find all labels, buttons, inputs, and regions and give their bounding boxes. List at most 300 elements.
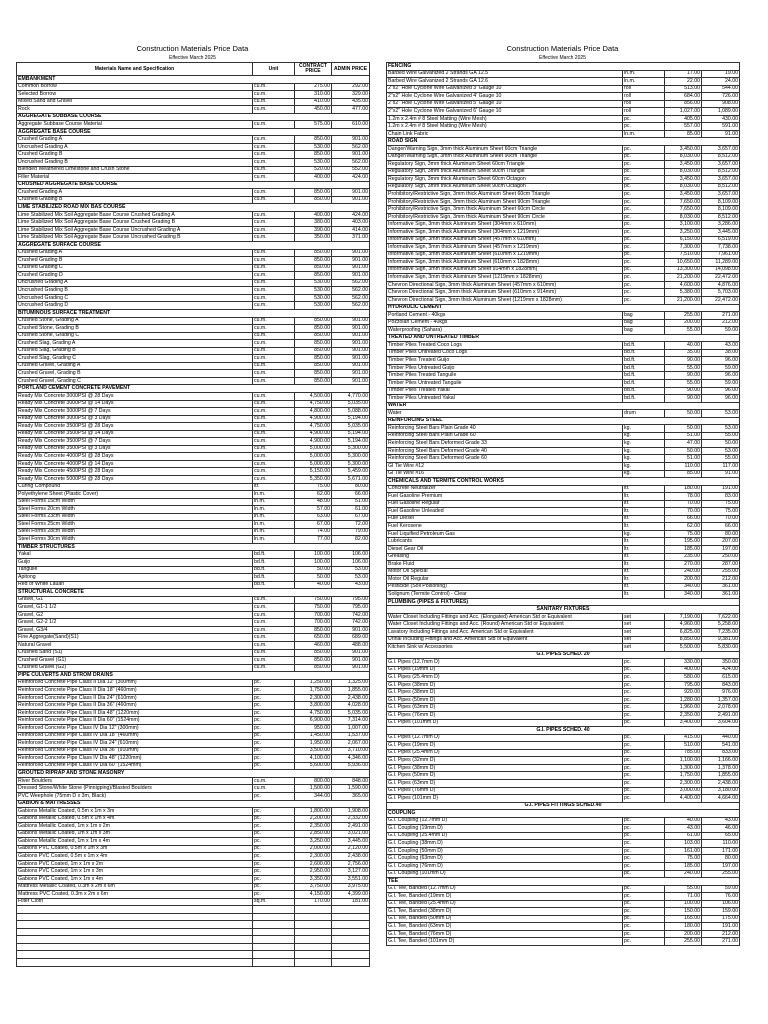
material-name: Crushed Grading B (17, 151, 253, 159)
table-row (387, 583, 740, 591)
unit-cell: pc. (623, 847, 665, 855)
material-name: Crushed Slag, Grading A (17, 340, 253, 348)
contract-price-cell: 8,850.00 (665, 636, 702, 644)
unit-cell: cu.m. (253, 355, 295, 363)
table-row (387, 704, 740, 712)
contract-price-cell: 66.00 (665, 515, 702, 523)
table-row (17, 370, 370, 378)
material-name: 2"x2" Hole Cyclone Wire Galvanized 6' Gauge 10 (387, 108, 623, 116)
material-name: G.I. Pipes (12.7mm D) (387, 734, 623, 742)
contract-price-cell: 4,800.00 (295, 408, 332, 416)
unit-cell: pc. (253, 792, 295, 800)
unit-cell: bag (623, 319, 665, 327)
material-name: Apitong (17, 574, 253, 582)
admin-price-cell: 207.00 (702, 538, 740, 546)
unit-cell: bd.ft. (623, 342, 665, 350)
right-title: Construction Materials Price Data (506, 44, 619, 53)
unit-cell: pc. (623, 191, 665, 199)
empty-row (17, 943, 370, 951)
contract-price-cell: 513.00 (665, 85, 702, 93)
empty-cell (253, 936, 295, 944)
material-name: Fine Aggregate(Sand)(S1) (17, 634, 253, 642)
contract-price-cell: 1,960.00 (665, 704, 702, 712)
unit-cell: roll (623, 100, 665, 108)
unit-cell: cu.m. (253, 302, 295, 310)
left-table-wrap (16, 62, 369, 967)
material-name: G.I. Coupling (12.7mm D) (387, 817, 623, 825)
table-row (387, 825, 740, 833)
contract-price-cell: 100.00 (295, 559, 332, 567)
empty-cell (253, 951, 295, 959)
contract-price-cell: 4,500.00 (295, 392, 332, 400)
table-row (17, 159, 370, 167)
contract-price-cell: 57.00 (295, 506, 332, 514)
admin-price-cell: 552.00 (332, 166, 370, 174)
section-title: ROAD SIGN (387, 138, 740, 146)
contract-price-cell: 50.00 (665, 410, 702, 418)
material-name: G.I. Pipes (25.4mm D) (387, 749, 623, 757)
contract-price-cell: 5,380.00 (665, 289, 702, 297)
contract-price-cell: 71.00 (665, 893, 702, 901)
table-row (17, 506, 370, 514)
unit-cell: cu.m. (253, 408, 295, 416)
unit-cell: bd.ft. (623, 387, 665, 395)
unit-cell: bd.ft. (253, 581, 295, 589)
material-name: Crushed Gravel (G2) (17, 664, 253, 672)
material-name: G.I. Tee, Banded (25.4mm D) (387, 900, 623, 908)
contract-price-cell: 185.00 (665, 546, 702, 554)
unit-cell: pc. (623, 930, 665, 938)
contract-price-cell: 5,500.00 (665, 644, 702, 652)
unit-cell: set (623, 621, 665, 629)
unit-cell: pc. (623, 915, 665, 923)
admin-price-cell: 591.00 (702, 123, 740, 131)
admin-price-cell: 197.00 (702, 862, 740, 870)
unit-cell: ltr. (623, 561, 665, 569)
table-row (17, 415, 370, 423)
material-name: G.I. Coupling (63mm D) (387, 855, 623, 863)
table-row (17, 219, 370, 227)
table-row (17, 279, 370, 287)
table-row (387, 372, 740, 380)
table-row (17, 264, 370, 272)
admin-price-cell: 562.00 (332, 279, 370, 287)
unit-cell: pc. (623, 221, 665, 229)
unit-cell: ltr. (623, 523, 665, 531)
admin-price-cell: 53.00 (702, 410, 740, 418)
table-row (387, 613, 740, 621)
table-row (17, 121, 370, 129)
table-row (17, 815, 370, 823)
material-name: Ready Mix Concrete 3000PSI @ 7 Days (17, 408, 253, 416)
empty-cell (295, 906, 332, 914)
contract-price-cell: 5,600.00 (295, 762, 332, 770)
table-row (387, 251, 740, 259)
material-name: Guijo (17, 559, 253, 567)
empty-cell (253, 958, 295, 966)
material-name: Crushed Gravel, Grading A (17, 362, 253, 370)
contract-price-cell: 43.00 (665, 825, 702, 833)
unit-cell: pc. (253, 702, 295, 710)
unit-cell: cu.m. (253, 143, 295, 151)
material-name: Steel Forms 15cm Width (17, 498, 253, 506)
admin-price-cell: 80.00 (702, 530, 740, 538)
admin-price-cell: 96.00 (702, 387, 740, 395)
empty-cell (295, 951, 332, 959)
material-name: Regulatory Sign, 3mm thick Aluminum Sheet 90cm Octagon (387, 183, 623, 191)
contract-price-cell: 7,510.00 (665, 251, 702, 259)
unit-cell: cu.m. (253, 785, 295, 793)
material-name: Fuel Gasoline Regular (387, 500, 623, 508)
material-name: Gabions Metallic Coated, 1m x 1m x 3m (17, 830, 253, 838)
table-row (17, 551, 370, 559)
unit-cell: pc. (623, 696, 665, 704)
section-header-row (17, 181, 370, 189)
unit-cell: pc. (623, 757, 665, 765)
contract-price-cell: 850.00 (295, 325, 332, 333)
table-row (17, 687, 370, 695)
table-row (17, 747, 370, 755)
table-row (17, 566, 370, 574)
table-row (17, 362, 370, 370)
table-row (17, 287, 370, 295)
contract-price-cell: 4,750.00 (295, 423, 332, 431)
unit-cell: cu.m. (253, 377, 295, 385)
admin-price-cell: 75.00 (702, 508, 740, 516)
table-row (17, 649, 370, 657)
table-row (387, 108, 740, 116)
admin-price-cell: 8,109.00 (702, 198, 740, 206)
table-row (387, 229, 740, 237)
admin-price-cell: 96.00 (702, 395, 740, 403)
contract-price-cell: 255.00 (665, 938, 702, 946)
contract-price-cell: 3,450.00 (665, 161, 702, 169)
contract-price-cell: 850.00 (295, 355, 332, 363)
unit-cell: cu.m. (253, 619, 295, 627)
contract-price-cell: 2,300.00 (295, 853, 332, 861)
material-name: Crushed Grading A (17, 136, 253, 144)
empty-cell (332, 906, 370, 914)
unit-cell: ln.m. (253, 536, 295, 544)
table-row (17, 528, 370, 536)
material-name: Gabions PVC Coated, 1m x 1m x 3m (17, 868, 253, 876)
admin-price-cell: 5,258.00 (702, 621, 740, 629)
section-title: COUPLING (387, 810, 740, 818)
unit-cell: pc. (623, 659, 665, 667)
contract-price-cell: 50.00 (295, 566, 332, 574)
admin-price-cell: 175.00 (702, 915, 740, 923)
contract-price-cell: 75.00 (295, 483, 332, 491)
unit-cell: cu.m. (253, 347, 295, 355)
material-name: G.I. Pipes (63mm D) (387, 704, 623, 712)
contract-price-cell: 684.00 (665, 93, 702, 101)
contract-price-cell: 200.00 (665, 930, 702, 938)
left-table-body (17, 76, 370, 967)
material-name: G.I. Pipes (38mm D) (387, 681, 623, 689)
contract-price-cell: 8,030.00 (665, 153, 702, 161)
empty-row (17, 921, 370, 929)
contract-price-cell: 150.00 (665, 908, 702, 916)
unit-cell: cu.m. (253, 106, 295, 114)
contract-price-cell: 90.00 (665, 395, 702, 403)
unit-cell: cu.m. (253, 317, 295, 325)
material-name: Blended Weathered Limestone and Crush Stone (17, 166, 253, 174)
unit-cell: cu.m. (253, 219, 295, 227)
contract-price-cell: 235.00 (665, 553, 702, 561)
material-name: 2"x2" Hole Cyclone Wire Galvanized 5' Gauge 10 (387, 100, 623, 108)
contract-price-cell: 48.00 (295, 498, 332, 506)
admin-price-cell: 5,300.00 (332, 460, 370, 468)
material-name: G.I. Tee, Banded (12.7mm D) (387, 885, 623, 893)
contract-price-cell: 255.00 (665, 312, 702, 320)
material-name: Crushed Grading B (17, 257, 253, 265)
contract-price-cell: 2,000.00 (295, 845, 332, 853)
material-name: Gabions Metallic Coated, 0.5m x 1m x 3m (17, 808, 253, 816)
contract-price-cell: 21,200.00 (665, 274, 702, 282)
admin-price-cell: 7,314.00 (332, 717, 370, 725)
contract-price-cell: 750.00 (295, 596, 332, 604)
contract-price-cell: 70.00 (665, 508, 702, 516)
admin-price-cell: 901.00 (332, 649, 370, 657)
table-row (17, 491, 370, 499)
admin-price-cell: 7,961.00 (702, 251, 740, 259)
admin-price-cell: 7,738.00 (702, 244, 740, 252)
table-row (387, 312, 740, 320)
contract-price-cell: 3,450.00 (665, 191, 702, 199)
section-title: TREATED AND UNTREATED TIMBER (387, 334, 740, 342)
unit-cell: cu.m. (253, 453, 295, 461)
material-name: Steel Forms 25cm Width (17, 521, 253, 529)
material-name: Crushed Slag, Grading B (17, 347, 253, 355)
material-name: 2"x2" Hole Cyclone Wire Galvanized 4' Gauge 10 (387, 93, 623, 101)
material-name: GI Tie Wire #16 (387, 470, 623, 478)
admin-price-cell: 59.00 (702, 379, 740, 387)
admin-price-cell: 3,657.00 (702, 191, 740, 199)
admin-price-cell: 5,936.00 (332, 762, 370, 770)
empty-cell (17, 913, 253, 921)
admin-price-cell: 83.00 (702, 493, 740, 501)
material-name: Greasing (387, 553, 623, 561)
table-row (387, 349, 740, 357)
material-name: G.I. Tee, Banded (63mm D) (387, 923, 623, 931)
unit-cell: kg. (623, 530, 665, 538)
admin-price-cell: 488.00 (332, 642, 370, 650)
admin-price-cell: 3,286.00 (702, 221, 740, 229)
empty-cell (253, 906, 295, 914)
material-name: Mixed Sand and Gravel (17, 98, 253, 106)
contract-price-cell: 400.00 (295, 174, 332, 182)
section-header-row (17, 242, 370, 250)
admin-price-cell: 848.00 (332, 777, 370, 785)
table-row (387, 387, 740, 395)
unit-cell: ln.m. (253, 513, 295, 521)
admin-price-cell: 5,300.00 (332, 445, 370, 453)
admin-price-cell: 82.00 (332, 536, 370, 544)
table-row (17, 453, 370, 461)
contract-price-cell: 8,030.00 (665, 168, 702, 176)
contract-price-cell: 4,750.00 (295, 709, 332, 717)
unit-cell: pc. (623, 855, 665, 863)
unit-cell: ltr. (623, 508, 665, 516)
table-row (387, 327, 740, 335)
unit-cell: ltr. (623, 515, 665, 523)
material-name: Informative Sign, 3mm thick Aluminum Sheet (1219mm x 1828mm) (387, 274, 623, 282)
contract-price-cell: 1,800.00 (295, 808, 332, 816)
table-row (387, 274, 740, 282)
contract-price-cell: 850.00 (295, 151, 332, 159)
admin-price-cell: 901.00 (332, 370, 370, 378)
unit-cell: bd.ft. (623, 372, 665, 380)
admin-price-cell: 55.00 (702, 455, 740, 463)
table-row (17, 143, 370, 151)
table-row (387, 659, 740, 667)
table-row (387, 938, 740, 946)
admin-price-cell: 8,512.00 (702, 168, 740, 176)
unit-cell: cu.m. (253, 189, 295, 197)
contract-price-cell: 5,000.00 (295, 453, 332, 461)
table-row (387, 198, 740, 206)
table-row (387, 538, 740, 546)
table-row (387, 817, 740, 825)
empty-row (17, 951, 370, 959)
unit-cell: cu.m. (253, 234, 295, 242)
material-name: Lubricants (387, 538, 623, 546)
material-name: Prohibitory/Restrictive Sign, 3mm thick Aluminum Sheet 60cm Triangle (387, 191, 623, 199)
contract-price-cell: 85.00 (665, 470, 702, 478)
unit-cell: pc. (623, 229, 665, 237)
admin-price-cell: 46.00 (702, 825, 740, 833)
admin-price-cell: 2,756.00 (332, 860, 370, 868)
empty-row (17, 928, 370, 936)
table-row (17, 785, 370, 793)
contract-price-cell: 195.00 (665, 538, 702, 546)
material-name: G.I. Pipes (32mm D) (387, 757, 623, 765)
contract-price-cell: 62.00 (295, 491, 332, 499)
material-name: Fuel Gasoline Premium (387, 493, 623, 501)
admin-price-cell: 901.00 (332, 626, 370, 634)
section-title: STRUCTURAL CONCRETE (17, 589, 370, 597)
table-row (387, 266, 740, 274)
material-name: Motor Oil Regular (387, 576, 623, 584)
table-row (387, 342, 740, 350)
contract-price-cell: 400.00 (665, 666, 702, 674)
contract-price-cell: 2,350.00 (665, 712, 702, 720)
unit-cell: bd.ft. (253, 559, 295, 567)
section-title: REINFORCING STEEL (387, 417, 740, 425)
table-row (17, 740, 370, 748)
table-row (17, 536, 370, 544)
material-name: Informative Sign, 3mm thick Aluminum Sheet (610mm x 1828mm) (387, 259, 623, 267)
empty-cell (253, 928, 295, 936)
table-row (17, 460, 370, 468)
admin-price-cell: 255.00 (702, 568, 740, 576)
unit-cell: pc. (253, 709, 295, 717)
material-name: Common Borrow (17, 83, 253, 91)
table-row (387, 568, 740, 576)
contract-price-cell: 6,150.00 (665, 236, 702, 244)
table-row (387, 357, 740, 365)
admin-price-cell: 371.00 (332, 234, 370, 242)
material-name: Timber Piles Treated Guijo (387, 357, 623, 365)
table-row (17, 468, 370, 476)
table-row (387, 893, 740, 901)
admin-price-cell: 70.00 (702, 515, 740, 523)
contract-price-cell: 10,650.00 (665, 259, 702, 267)
unit-cell: pc. (623, 213, 665, 221)
material-name: Aggregate Subbase Course Material (17, 121, 253, 129)
material-name: G.I. Pipes (101mm D) (387, 719, 623, 727)
unit-cell: pc. (623, 885, 665, 893)
material-name: Concrete Neutralizer (387, 485, 623, 493)
admin-price-cell: 3,975.00 (332, 883, 370, 891)
section-title: CHEMICALS AND TERMITE CONTROL WORKS (387, 478, 740, 486)
contract-price-cell: 850.00 (295, 347, 332, 355)
admin-price-cell: 2,120.00 (332, 845, 370, 853)
header-name: Materials Name and Specification (17, 63, 253, 76)
material-name: Brake Fluid (387, 561, 623, 569)
table-row (17, 574, 370, 582)
table-row (17, 347, 370, 355)
contract-price-cell: 55.00 (665, 379, 702, 387)
table-row (17, 521, 370, 529)
table-row (387, 515, 740, 523)
admin-price-cell: 43.00 (332, 581, 370, 589)
unit-cell: pc. (623, 862, 665, 870)
table-row (387, 523, 740, 531)
material-name: Chevron Directional Sign, 3mm thick Aluminum Sheet (610mm x 914mm) (387, 289, 623, 297)
contract-price-cell: 3,250.00 (295, 838, 332, 846)
unit-cell: pc. (623, 183, 665, 191)
admin-price-cell: 197.00 (702, 546, 740, 554)
contract-price-cell: 785.00 (665, 749, 702, 757)
admin-price-cell: 1,537.00 (332, 732, 370, 740)
material-name: Reinforcing Steel Bars Deformed Grade 60 (387, 455, 623, 463)
unit-cell: pc. (623, 681, 665, 689)
admin-price-cell: 67.00 (332, 513, 370, 521)
contract-price-cell: 310.00 (295, 91, 332, 99)
material-name: Gabions PVC Coated, 0.5m x 1m x 3m (17, 845, 253, 853)
table-row (17, 853, 370, 861)
unit-cell: pc. (623, 168, 665, 176)
unit-cell: bd.ft. (623, 349, 665, 357)
unit-cell: pc. (623, 772, 665, 780)
material-name: Reinforced Concrete Pipe Class II Dia 12" (300mm) (17, 679, 253, 687)
unit-cell: cu.m. (253, 777, 295, 785)
unit-cell: pc. (623, 719, 665, 727)
unit-cell: pc. (623, 123, 665, 131)
section-title: GROUTED RIPRAP AND STONE MASONRY (17, 770, 370, 778)
contract-price-cell: 340.00 (665, 591, 702, 599)
unit-cell: pc. (623, 923, 665, 931)
unit-cell: pc. (253, 875, 295, 883)
section-title: AGGREGATE BASE COURSE (17, 128, 370, 136)
material-name: Ready Mix Concrete 4500PSI @ 28 Days (17, 468, 253, 476)
unit-cell: pc. (253, 860, 295, 868)
unit-cell: pc. (623, 674, 665, 682)
material-name: Informative Sign, 3mm thick Aluminum Sheet (304mm x 1219mm) (387, 229, 623, 237)
contract-price-cell: 40.00 (665, 342, 702, 350)
section-header-row (387, 878, 740, 886)
unit-cell: cu.m. (253, 392, 295, 400)
empty-cell (332, 958, 370, 966)
material-name: Fule Diesel (387, 515, 623, 523)
table-row (387, 462, 740, 470)
unit-cell: cu.m. (253, 98, 295, 106)
table-row (17, 325, 370, 333)
material-name: Uncrushed Grading D (17, 302, 253, 310)
subsection-header-row (387, 606, 740, 614)
table-row (17, 604, 370, 612)
